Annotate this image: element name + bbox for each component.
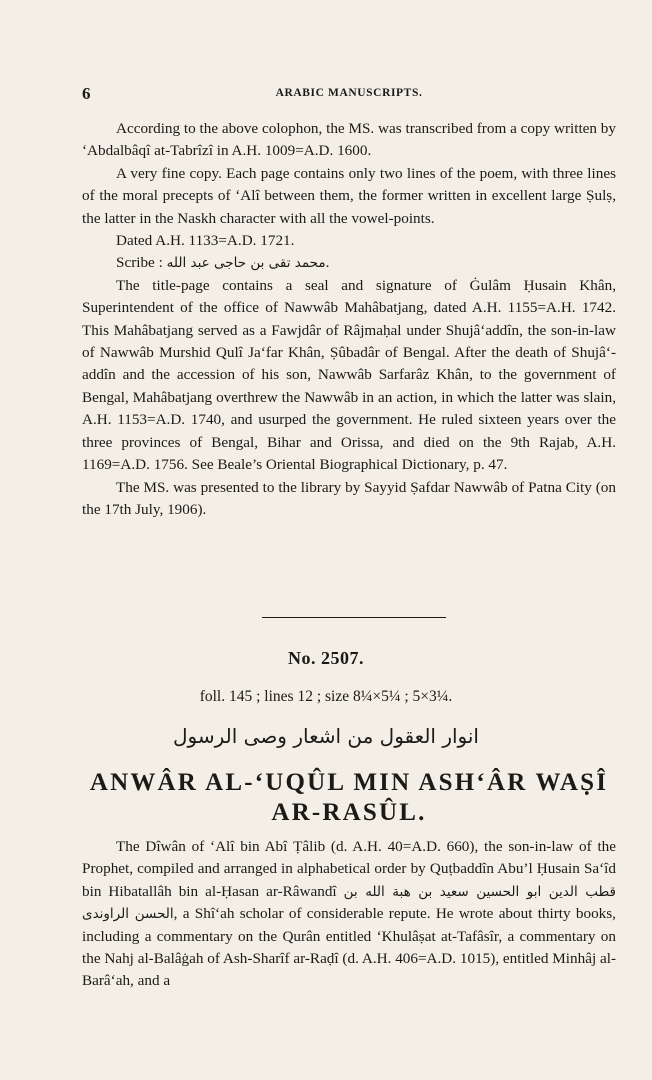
paragraph-provenance: The MS. was presented to the library by Sayyid Ṣafdar Nawwâb of Patna City (on the 17th July, 1906). (82, 478, 616, 518)
entry-specs: foll. 145 ; lines 12 ; size 8¼×5¼ ; 5×3¼. (199, 688, 453, 705)
compiler-arabic-name: قطب الدین ابو الحسین سعید بن هبة الله بن الحسن الراوندی (82, 883, 616, 923)
diwan-text-start: The Dîwân of ‘Alî bin Abî Ṭâlib (d. A.H. 40=A.D. 660), the son-in-law of the Prophet, compiled and arranged in alphabetical order by Quṭbaddîn Abu’l Ḥusain Sa‘îd bin Hibatallâh bin al-Ḥasan ar-Râwandî (82, 838, 616, 900)
previous-entry-text (82, 118, 616, 521)
page-number: 6 (82, 84, 91, 103)
scribe-arabic-name: محمد تقی بن حاجی عبد الله (166, 255, 326, 272)
paragraph-description: A very fine copy. Each page contains only two lines of the poem, with three lines of the moral precepts of ‘Alî between them, the former written in excellent large Ṣulṣ, the latter in the Naskh character with all the vowel-points. (82, 164, 616, 227)
section-divider (262, 617, 446, 618)
running-head (82, 84, 616, 106)
paragraph-dated: Dated A.H. 1133=A.D. 1721. (116, 232, 295, 250)
diwan-text-end: , a Shî‘ah scholar of considerable repute. He wrote about thirty books, including a commentary on the Qurân entitled ‘Khulâṣat at-Tafâsîr, a commentary on the Nahj al-Balâġah of Ash-Sharîf ar-Raḍî (d. A.H. 406=A.D. 1015), entitled Minhâj al-Barâ‘ah, and a (82, 905, 616, 990)
entry-number: No. 2507. (288, 648, 364, 668)
entry-description (82, 836, 616, 993)
scribe-label: Scribe : (116, 254, 163, 272)
scribe-end: . (325, 254, 330, 272)
paragraph-scribe (82, 252, 616, 274)
entry-title: ANWÂR AL-‘UQÛL MIN ASH‘ÂR WAṢÎ AR-RASÛL. (89, 769, 609, 826)
paragraph-colophon: According to the above colophon, the MS. was transcribed from a copy written by ‘Abdalbâqî at-Tabrîzî in A.H. 1009=A.D. 1600. (82, 120, 616, 160)
running-title: ARABIC MANUSCRIPTS. (275, 87, 423, 99)
arabic-title: انوار العقول من اشعار وصی الرسول (172, 724, 479, 748)
paragraph-diwan (82, 836, 616, 993)
paragraph-title-page: The title-page contains a seal and signature of Ġulâm Ḥusain Khân, Superintendent of the office of Nawwâb Mahâbatjang, dated A.H. 1155=A.H. 1742. This Mahâbatjang served as a Fawjdâr of Râjmaḥal under Shujâ‘addîn, the son-in-law of Nawwâb Murshid Qulî Ja‘far Khân, Ṣûbadâr of Bengal. After the death of Shujâ‘-addîn and the accession of his son, Nawwâb Sarfarâz Khân, to the government of Bengal, Mahâbatjang overthrew the Nawwâb in an action, in which the latter was slain, A.H. 1153=A.D. 1740, and usurped the government. He ruled sixteen years over the three provinces of Bengal, Bihar and Orissa, and died on the 9th Rajab, A.H. 1169=A.D. 1756. See Beale’s Oriental Biographical Dictionary, p. 47. (82, 276, 616, 474)
